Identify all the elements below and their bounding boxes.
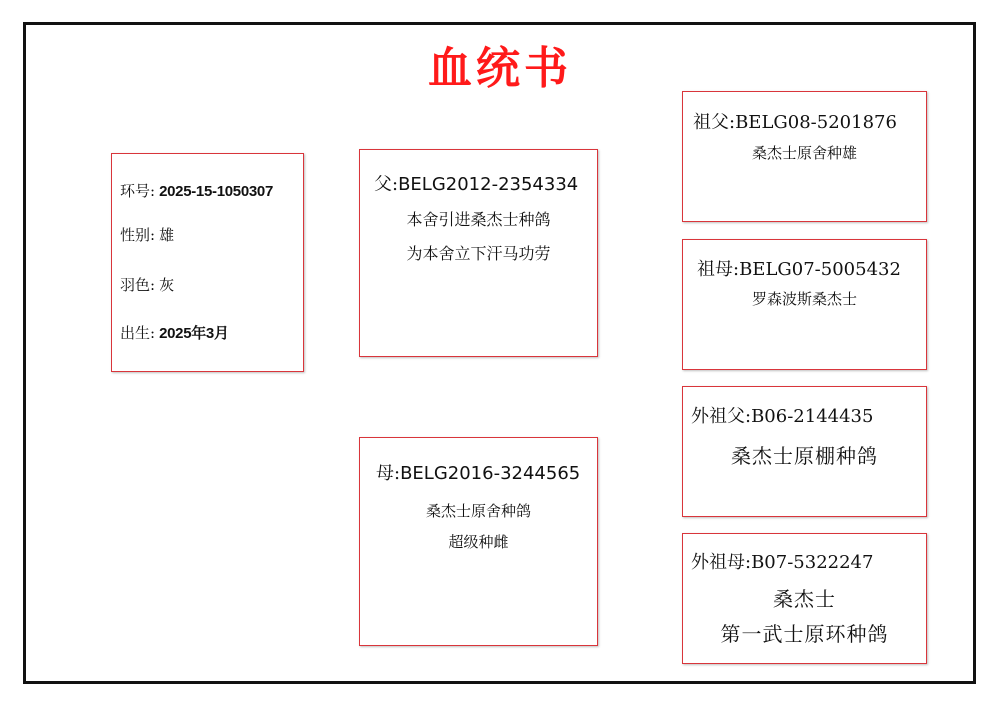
maternal-granddam-heading — [683, 548, 934, 574]
sex-value: 雄 — [159, 226, 174, 244]
maternal-grandsire-label: 外祖父: — [691, 406, 752, 427]
paternal-granddam-ring: BELG07-5005432 — [739, 259, 901, 280]
dam-note-1: 桑杰士原舍种鸽 — [425, 502, 531, 520]
ring-value: 2025-15-1050307 — [159, 183, 274, 200]
ring-row — [120, 180, 273, 201]
paternal-granddam-heading — [683, 255, 940, 281]
birth-row — [120, 322, 229, 343]
dam-ring: BELG2016-3244565 — [400, 463, 581, 484]
maternal-grandsire-note: 桑杰士原棚种鸽 — [731, 444, 878, 468]
sire-note-2: 为本舍立下汗马功劳 — [406, 244, 551, 263]
birth-label: 出生: — [120, 324, 156, 342]
paternal-grandsire-card — [682, 91, 927, 222]
paternal-granddam-label: 祖母: — [697, 259, 740, 280]
maternal-grandsire-heading — [683, 402, 934, 428]
color-label: 羽色: — [120, 276, 156, 294]
dam-card — [359, 437, 598, 646]
paternal-granddam-card — [682, 239, 927, 370]
ring-label: 环号: — [120, 182, 156, 200]
maternal-grandsire-ring: B06-2144435 — [751, 406, 874, 427]
sire-note-1: 本舍引进桑杰士种鸽 — [406, 210, 551, 229]
paternal-grandsire-ring: BELG08-5201876 — [735, 112, 897, 133]
maternal-grandsire-card — [682, 386, 927, 517]
sex-row — [120, 224, 174, 245]
color-value: 灰 — [159, 276, 174, 294]
sire-label: 父: — [374, 174, 399, 195]
maternal-granddam-card — [682, 533, 927, 664]
birth-value: 2025年3月 — [159, 325, 229, 342]
sire-card — [359, 149, 598, 357]
paternal-granddam-note: 罗森波斯桑杰士 — [751, 290, 857, 308]
dam-label: 母: — [376, 463, 401, 484]
self-card — [111, 153, 304, 372]
maternal-granddam-note-2: 第一武士原环种鸽 — [720, 622, 889, 646]
page-title: 血统书 — [428, 43, 572, 94]
paternal-grandsire-label: 祖父: — [693, 112, 736, 133]
paternal-grandsire-note: 桑杰士原舍种雄 — [751, 144, 857, 162]
paternal-grandsire-heading — [683, 108, 936, 134]
color-row — [120, 274, 174, 295]
maternal-granddam-label: 外祖母: — [691, 552, 752, 573]
maternal-granddam-ring: B07-5322247 — [751, 552, 874, 573]
sire-ring: BELG2012-2354334 — [398, 174, 579, 195]
dam-heading — [360, 459, 613, 485]
sire-heading — [360, 170, 611, 196]
maternal-granddam-note-1: 桑杰士 — [773, 587, 836, 611]
dam-note-2: 超级种雌 — [448, 533, 509, 551]
sex-label: 性别: — [120, 226, 156, 244]
